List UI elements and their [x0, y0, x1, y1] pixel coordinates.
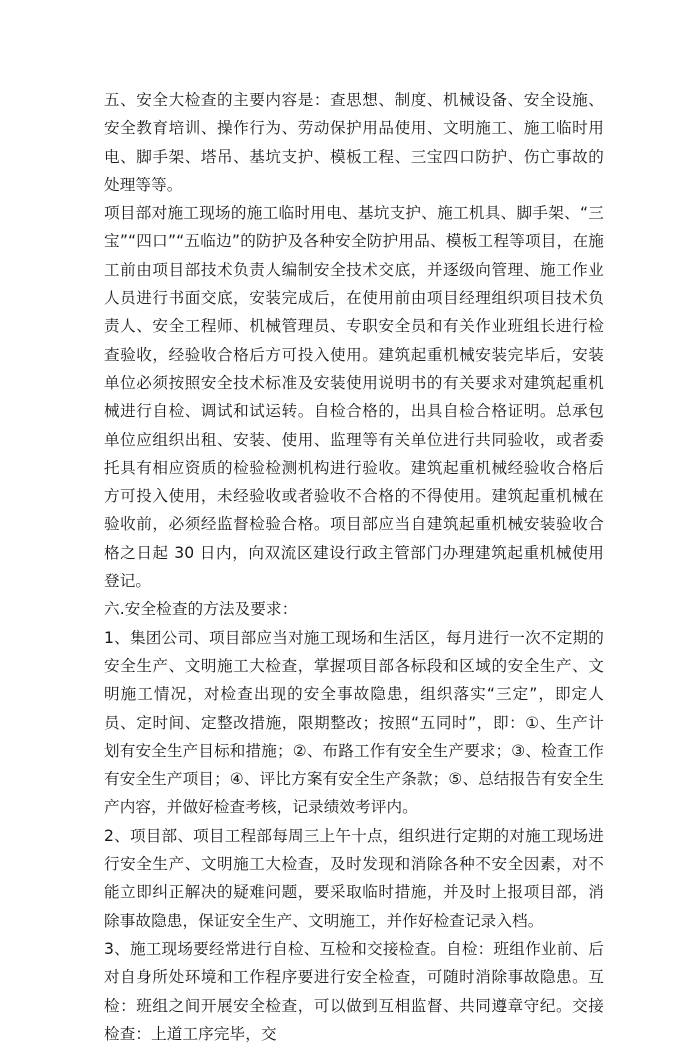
- section-six-heading: 六.安全检查的方法及要求：: [104, 600, 298, 619]
- document-body: [104, 86, 604, 1048]
- paragraph-section-five-inspection-contents: 五、安全大检查的主要内容是：查思想、制度、机械设备、安全设施、安全教育培训、操作行为、劳动保护用品使用、文明施工、施工临时用电、脚手架、塔吊、基坑支护、模板工程、三宝四口防护、伤亡事故的处理等等。: [104, 91, 604, 194]
- paragraph-item-3: 3、施工现场要经常进行自检、互检和交接检查。自检：班组作业前、后对自身所处环境和工作程序要进行安全检查，可随时消除事故隐患。互检：班组之间开展安全检查，可以做到互相监督、共同遵章守纪。交接检查：上道工序完毕，交: [104, 939, 604, 1043]
- paragraph-item-1: 1、集团公司、项目部应当对施工现场和生活区，每月进行一次不定期的安全生产、文明施工大检查，掌握项目部各标段和区域的安全生产、文明施工情况，对检查出现的安全事故隐患，组织落实“三定”，即定人员、定时间、定整改措施，限期整改；按照“五同时”，即：①、生产计划有安全生产目标和措施；②、布路工作有安全生产要求；③、检查工作有安全生产项目；④、评比方案有安全生产条款；⑤、总结报告有安全生产内容，并做好检查考核，记录绩效考评内。: [104, 628, 604, 817]
- paragraph-acceptance-procedure: 项目部对施工现场的施工临时用电、基坑支护、施工机具、脚手架、“三宝”“四口”“五临边”的防护及各种安全防护用品、模板工程等项目，在施工前由项目部技术负责人编制安全技术交底，并逐级向管理、施工作业人员进行书面交底，安装完成后，在使用前由项目经理组织项目技术负责人、安全工程师、机械管理员、专职安全员和有关作业班组长进行检查验收，经验收合格后方可投入使用。建筑起重机械安装完毕后，安装单位必须按照安全技术标准及安装使用说明书的有关要求对建筑起重机械进行自检、调试和试运转。自检合格的，出具自检合格证明。总承包单位应组织出租、安装、使用、监理等有关单位进行共同验收，或者委托具有相应资质的检验检测机构进行验收。建筑起重机械经验收合格后方可投入使用，未经验收或者验收不合格的不得使用。建筑起重机械在验收前，必须经监督检验合格。项目部应当自建筑起重机械安装验收合格之日起 30 日内，向双流区建设行政主管部门办理建筑起重机械使用登记。: [104, 204, 604, 591]
- paragraph-item-2: 2、项目部、项目工程部每周三上午十点，组织进行定期的对施工现场进行安全生产、文明施工大检查，及时发现和消除各种不安全因素，对不能立即纠正解决的疑难问题，要采取临时措施，并及时上报项目部，消除事故隐患，保证安全生产、文明施工，并作好检查记录入档。: [104, 826, 604, 930]
